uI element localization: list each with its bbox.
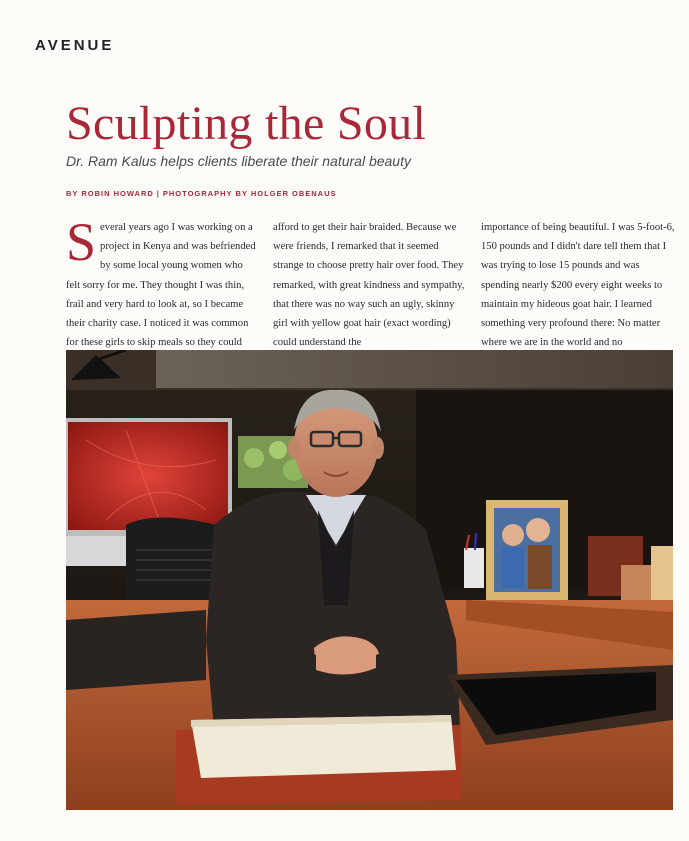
section-label: AVENUE [35,37,115,54]
body-column-2 [273,218,469,352]
portrait-photo [66,350,673,810]
drop-cap: S [66,212,97,272]
article-headline: Sculpting the Soul [66,97,427,150]
body-column-1 [66,212,256,352]
byline [66,189,337,198]
body-text-column-1: everal years ago I was working on a project in Kenya and was befriended by some local young women who felt sorry for me. They thought I was thin, frail and very hard to look at, so I became their charity case. I noticed it was common for these girls to skip meals so they could [66,222,256,349]
photo-credit: PHOTOGRAPHY BY HOLGER OBENAUS [162,189,337,198]
author-credit: BY ROBIN HOWARD [66,189,154,198]
body-text-column-2: afford to get their hair braided. Because we were friends, I remarked that it seemed strange to choose pretty hair over food. They remarked, with great kindness and sympathy, that there was no way such an ugly, skinny girl with yellow goat hair (exact wording) could understand the [273,222,465,349]
byline-separator: | [156,189,160,198]
portrait-illustration [66,350,673,810]
body-column-3 [481,218,677,352]
article-subhead: Dr. Ram Kalus helps clients liberate their natural beauty [66,153,411,169]
body-text-column-3: importance of being beautiful. I was 5-foot-6, 150 pounds and I didn't dare tell them that I was trying to lose 15 pounds and was spending nearly $200 every eight weeks to maintain my hideous goat hair. I learned something very profound there: No matter where we are in the world and no [481,222,675,349]
